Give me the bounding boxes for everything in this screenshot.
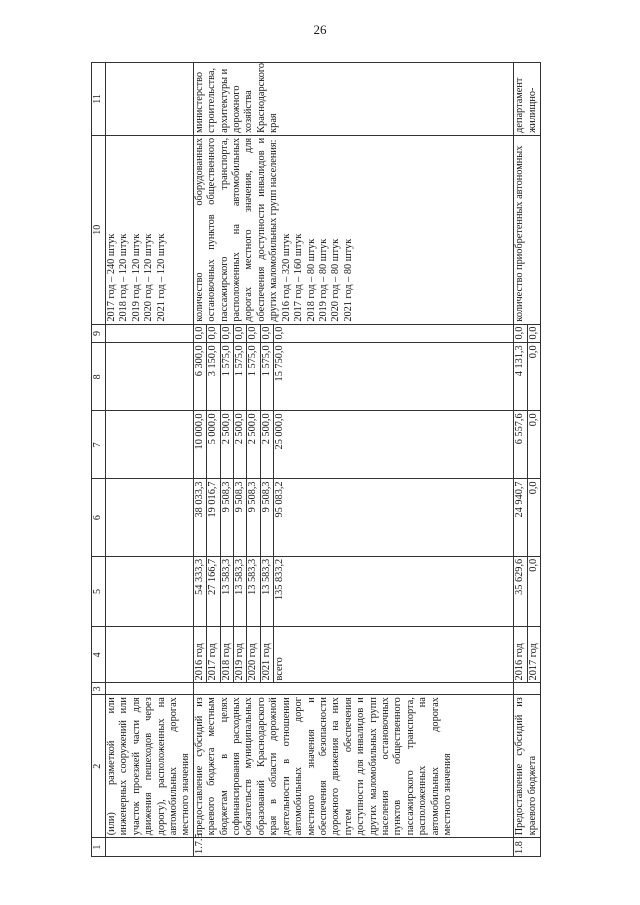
rotated-table-wrapper xyxy=(91,62,612,857)
row-number: 1.8 xyxy=(514,838,541,857)
table-row-continued xyxy=(106,63,194,857)
table-row: 2018 год 13 583,3 9 508,3 2 500,0 1 575,0 0,0 xyxy=(220,63,233,857)
col-header: 5 xyxy=(92,556,106,626)
col-header: 7 xyxy=(92,411,106,479)
responsible-cell: министерство строительства, архитектуры и дорожного хозяйства Краснодарского края xyxy=(193,63,513,136)
description-cell: предоставление субсидий из краевого бюджета местным бюджетам в целях софинансирования расходных обязательств муниципальных образований Краснодарского края в области дорожной деятельности в отношении автомобильных дорог местного значения и обеспечения безопасности дорожного движения на них путем обеспечения доступности для инвалидов и других маломобильных групп населения остановочных пунктов общественного пассажирского транспорта, расположенных на автомобильных дорогах местного значения xyxy=(193,695,513,838)
col-header: 10 xyxy=(92,135,106,324)
row-number-cell xyxy=(106,838,194,857)
table-row: 1.7.5 предоставление субсидий из краевого бюджета местным бюджетам в целях софинансирования расходных обязательств муниципальных образований Краснодарского края в области дорожной деятельности в отношении автомобильных дорог местного значения и обеспечения безопасности дорожного движения на них путем обеспечения доступности для инвалидов и других маломобильных групп населения остановочных пунктов общественного пассажирского транспорта, расположенных на автомобильных дорогах местного значения 2016 год 54 333,3 38 033,3 10 000,0 6 300,0 0,0 количество оборудованных остановочных пунктов общественного пассажирского транспорта, расположенных на автомобильных дорогах местного значения, для обеспечения доступности инвалидов и других маломобильных групп населения: 2016 год – 320 штук 2017 год – 160 штук 2018 год – 80 штук 2019 год – 80 штук 2020 год – 80 штук 2021 год – 80 штук министерство строительства, архитектуры и дорожного хозяйства Краснодарского края xyxy=(193,63,206,857)
col-header: 3 xyxy=(92,683,106,695)
table-row: 2021 год 13 583,3 9 508,3 2 500,0 1 575,0 0,0 xyxy=(260,63,273,857)
responsible-cell: департамент жилищно- xyxy=(514,63,541,136)
col-header: 6 xyxy=(92,479,106,556)
description-cell: Предоставление субсидий из краевого бюджета xyxy=(514,695,541,838)
table-row: 1.8 Предоставление субсидий из краевого бюджета 2016 год 35 629,6 24 940,7 6 557,6 4 131,3 0,0 количество приобретенных автономных департамент жилищно- xyxy=(514,63,527,857)
header-row xyxy=(92,63,106,857)
table-row: 2019 год 13 583,3 9 508,3 2 500,0 1 575,0 0,0 xyxy=(234,63,247,857)
col-header: 4 xyxy=(92,627,106,683)
row-number: 1.7.5 xyxy=(193,838,513,857)
description-cell: (или) разметкой или инженерных сооружений или участок проезжей части для движения пешеходов через дорогу), расположенных на автомобильных дорогах местного значения xyxy=(106,695,194,838)
table-row: 2020 год 13 583,3 9 508,3 2 500,0 1 575,0 0,0 xyxy=(247,63,260,857)
col-header: 11 xyxy=(92,63,106,136)
table-row: 2017 год 27 166,7 19 016,7 5 000,0 3 150,0 0,0 xyxy=(207,63,220,857)
targets-cell: 2017 год – 240 штук 2018 год – 120 штук 2019 год – 120 штук 2020 год – 120 штук 2021 год – 120 штук xyxy=(106,135,194,324)
col-header: 9 xyxy=(92,324,106,343)
program-table xyxy=(91,62,541,857)
col-header: 8 xyxy=(92,343,106,411)
result-cell: количество приобретенных автономных xyxy=(514,135,541,324)
table-row-total: всего 135 833,2 95 083,2 25 000,0 15 750,0 0,0 xyxy=(274,63,514,857)
table-row: 2017 год 0,0 0,0 0,0 0,0 0,0 xyxy=(527,63,540,857)
result-cell: количество оборудованных остановочных пунктов общественного пассажирского транспорта, расположенных на автомобильных дорогах местного значения, для обеспечения доступности инвалидов и других маломобильных групп населения: 2016 год – 320 штук 2017 год – 160 штук 2018 год – 80 штук 2019 год – 80 штук 2020 год – 80 штук 2021 год – 80 штук xyxy=(193,135,513,324)
col-header: 2 xyxy=(92,695,106,838)
col-header: 1 xyxy=(92,838,106,857)
page-number: 26 xyxy=(313,22,327,37)
